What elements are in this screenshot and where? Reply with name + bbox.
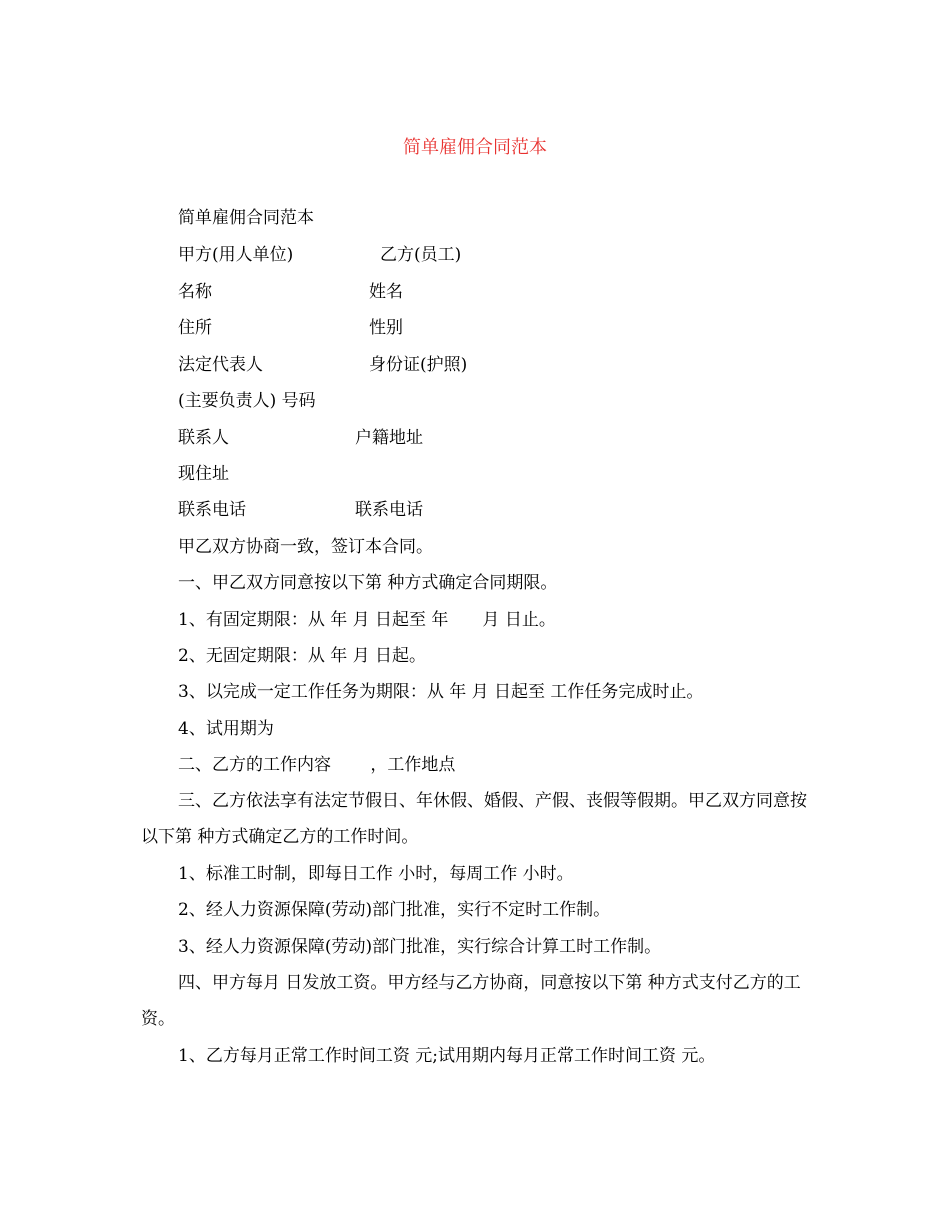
- principal-row: (主要负责人) 号码: [178, 391, 316, 411]
- employee-phone-label: 联系电话: [355, 500, 423, 520]
- legal-rep-label: 法定代表人: [178, 355, 263, 375]
- clause-term-fixed: 1、有固定期限：从 年 月 日起至 年 月 日止。: [178, 610, 556, 630]
- parties-header-row: [178, 244, 462, 266]
- clause-probation: 4、试用期为: [178, 719, 274, 739]
- employee-name-label: 姓名: [369, 282, 403, 302]
- clause-intro: 甲乙双方协商一致，签订本合同。: [178, 537, 433, 557]
- phone-row: [178, 499, 423, 521]
- party-b-label: 乙方(员工): [380, 245, 462, 265]
- subtitle: 简单雇佣合同范本: [178, 208, 314, 228]
- clause-work-content: 二、乙方的工作内容 ，工作地点: [178, 755, 456, 775]
- current-address-row: 现住址: [178, 464, 229, 484]
- clause-comprehensive-hours: 3、经人力资源保障(劳动)部门批准，实行综合计算工时工作制。: [178, 937, 662, 957]
- clause-salary-amount: 1、乙方每月正常工作时间工资 元;试用期内每月正常工作时间工资 元。: [178, 1046, 716, 1066]
- address-row: [178, 317, 403, 339]
- name-row: [178, 281, 403, 303]
- clause-term: 一、甲乙双方同意按以下第 种方式确定合同期限。: [178, 573, 558, 593]
- id-card-label: 身份证(护照): [369, 355, 468, 375]
- company-name-label: 名称: [178, 282, 212, 302]
- clause-standard-hours: 1、标准工时制，即每日工作 小时，每周工作 小时。: [178, 864, 574, 884]
- clause-term-open: 2、无固定期限：从 年 月 日起。: [178, 646, 427, 666]
- party-a-label: 甲方(用人单位): [178, 245, 294, 265]
- company-address-label: 住所: [178, 318, 212, 338]
- contact-person-label: 联系人: [178, 428, 229, 448]
- clause-work-time: 三、乙方依法享有法定节假日、年休假、婚假、产假、丧假等假期。甲乙双方同意按以下第 种方式确定乙方的工作时间。: [141, 791, 807, 847]
- clause-salary: 四、甲方每月 日发放工资。甲方经与乙方协商，同意按以下第 种方式支付乙方的工资。: [141, 973, 801, 1029]
- clause-term-task: 3、以完成一定工作任务为期限：从 年 月 日起至 工作任务完成时止。: [178, 682, 704, 702]
- document-title: 简单雇佣合同范本: [403, 137, 547, 158]
- company-phone-label: 联系电话: [178, 500, 246, 520]
- gender-label: 性别: [369, 318, 403, 338]
- contact-row: [178, 427, 423, 449]
- household-address-label: 户籍地址: [355, 428, 423, 448]
- legal-rep-row: [178, 354, 468, 376]
- clause-flexible-hours: 2、经人力资源保障(劳动)部门批准，实行不定时工作制。: [178, 900, 611, 920]
